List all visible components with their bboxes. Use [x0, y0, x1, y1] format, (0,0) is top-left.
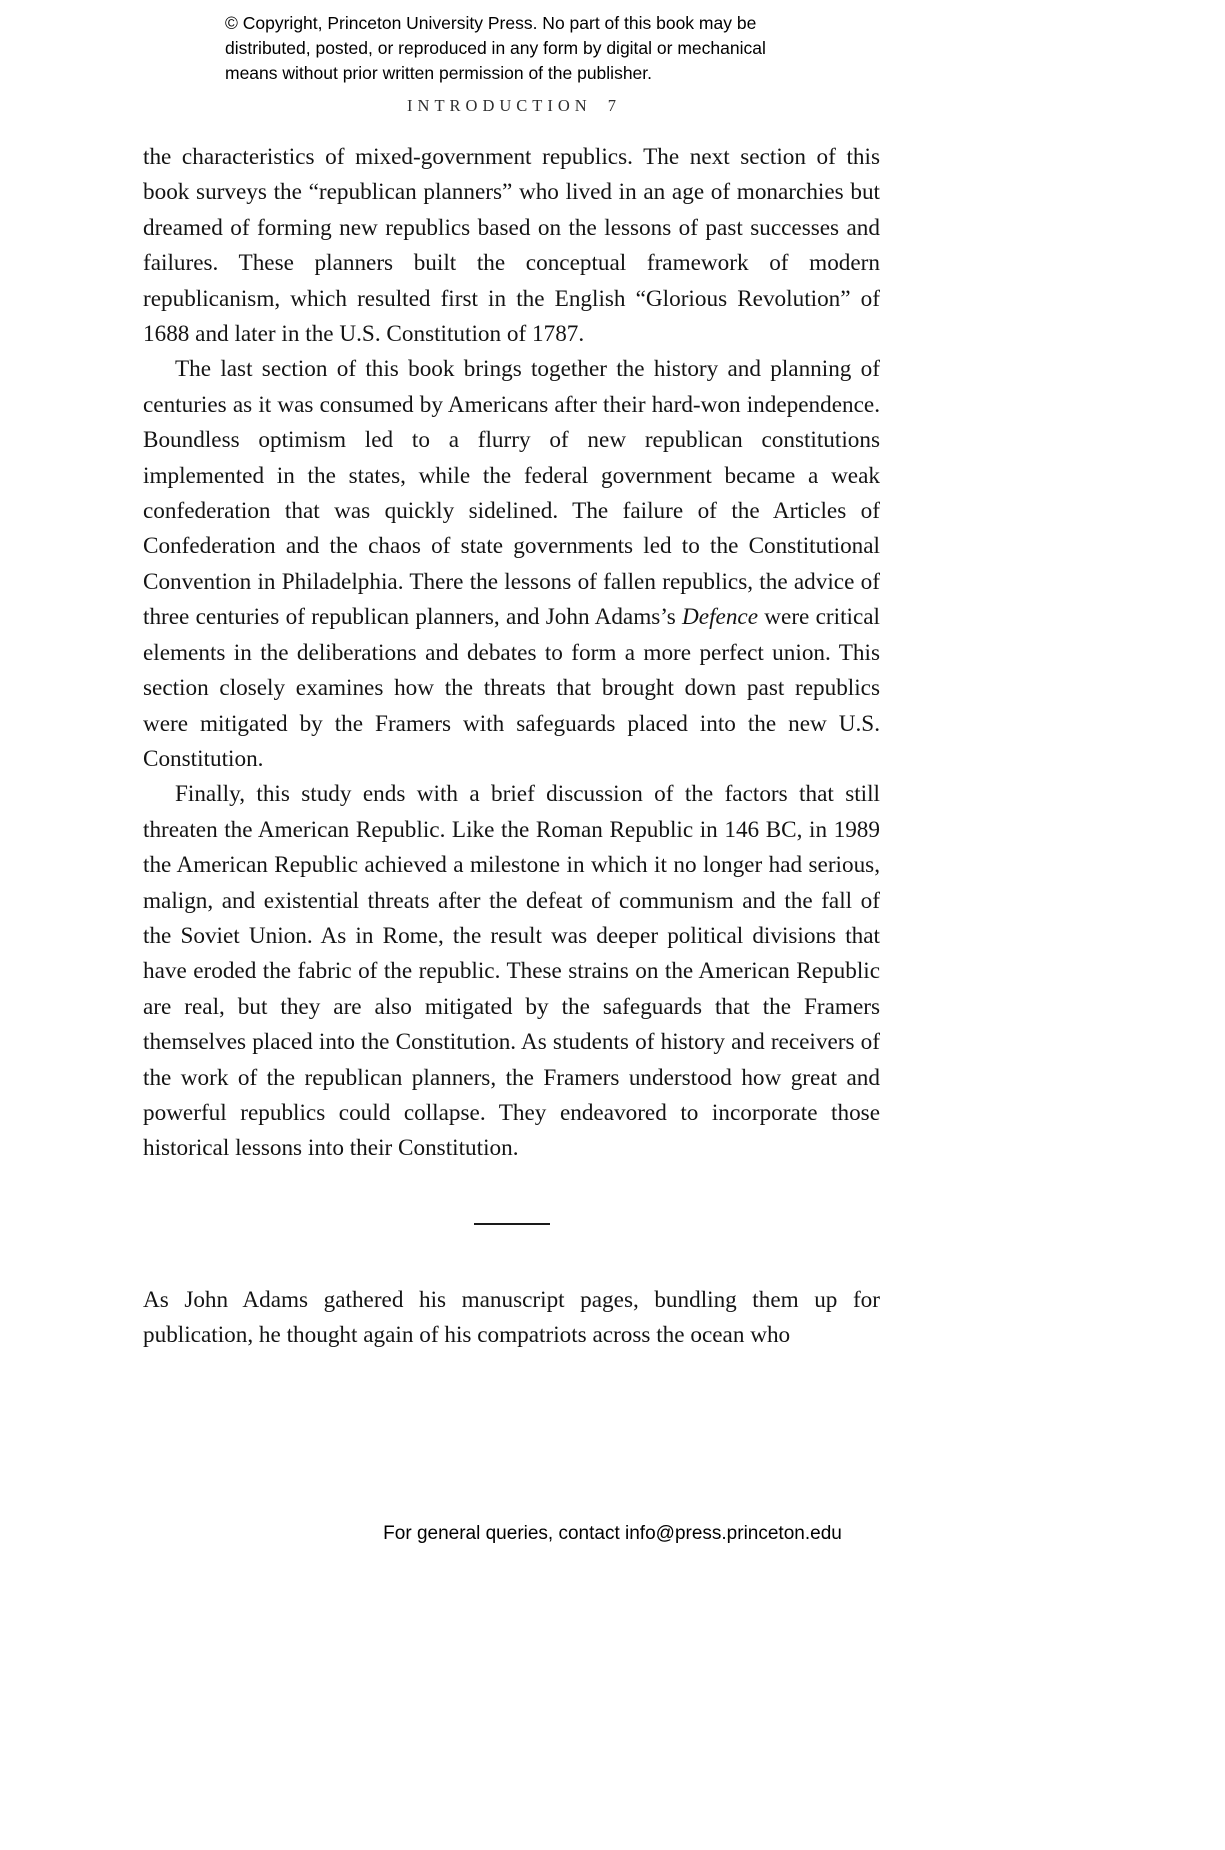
page-number: 7 [607, 96, 616, 115]
paragraph-3: Finally, this study ends with a brief discussion of the factors that still threaten the American Republic. Like the Roman Republic in 146 BC, in 1989 the American Republic achieved a milestone in which it no longer had serious, malign, and existential threats after the defeat of communism and the fall of the Soviet Union. As in Rome, the result was deeper political divisions that have eroded the fabric of the republic. These strains on the American Republic are real, but they are also mitigated by the safeguards that the Framers themselves placed into the Constitution. As students of history and receivers of the work of the republican planners, the Framers understood how great and powerful republics could collapse. They endeavored to incorporate those historical lessons into their Constitution. [143, 781, 880, 1162]
chapter-title: INTRODUCTION [407, 96, 592, 115]
section-divider [474, 1223, 550, 1225]
copyright-line-1: © Copyright, Princeton University Press. No part of this book may be [225, 13, 757, 33]
copyright-line-2: distributed, posted, or reproduced in any form by digital or mechanical [225, 37, 766, 58]
copyright-line-3: means without prior written permission of the publisher. [225, 62, 653, 83]
footer-contact [0, 1523, 1225, 1545]
copyright-notice [225, 11, 766, 86]
body-text [143, 140, 880, 1354]
paragraph-2-text-before: The last section of this book brings together the history and planning of centuries as it was consumed by Americans after their hard-won independence. Boundless optimism led to a flurry of new republican constitutions implemented in the states, while the federal government became a weak confederation that was quickly sidelined. The failure of the Articles of Confederation and the chaos of state governments led to the Constitutional Convention in Philadelphia. There the lessons of fallen republics, the advice of three centuries of republican planners, and John Adams’s [143, 356, 880, 631]
footer-contact-text: For general queries, contact info@press.princeton.edu [383, 1523, 842, 1544]
paragraph-1: the characteristics of mixed-government republics. The next section of this book surveys the “republican planners” who lived in an age of monarchies but dreamed of forming new republics based on the lessons of past successes and failures. These planners built the conceptual framework of modern republicanism, which resulted first in the English “Glorious Revolution” of 1688 and later in the U.S. Constitution of 1787. [143, 144, 880, 348]
book-title-defence-italic: Defence [682, 604, 758, 631]
paragraph-2 [143, 352, 880, 777]
running-head [143, 96, 880, 116]
paragraph-4: As John Adams gathered his manuscript pages, bundling them up for publication, he thought again of his compatriots across the ocean who [143, 1286, 880, 1349]
paragraph-2-text-after: were critical elements in the deliberations and debates to form a more perfect union. This section closely examines how the threats that brought down past republics were mitigated by the Framers with safeguards placed into the new U.S. Constitution. [143, 604, 880, 772]
